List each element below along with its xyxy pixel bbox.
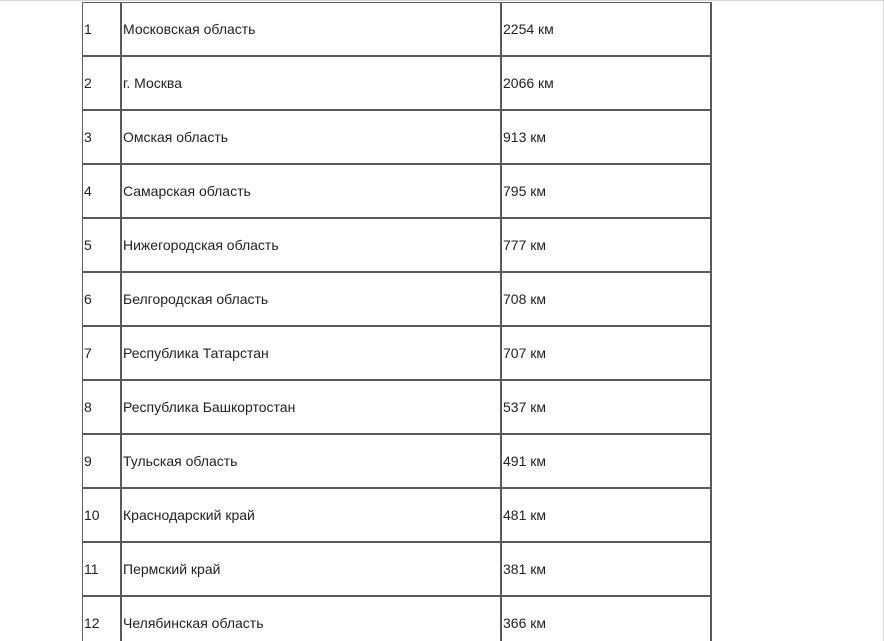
regions-table-body bbox=[83, 3, 712, 641]
length-cell: 2254 км bbox=[502, 3, 712, 57]
region-name-cell: Челябинская область bbox=[122, 597, 502, 641]
region-name-cell: Омская область bbox=[122, 111, 502, 165]
row-number-cell: 4 bbox=[83, 165, 122, 219]
table-row bbox=[83, 381, 712, 435]
table-row bbox=[83, 489, 712, 543]
row-number-cell: 8 bbox=[83, 381, 122, 435]
table-row bbox=[83, 543, 712, 597]
length-cell: 537 км bbox=[502, 381, 712, 435]
row-number-cell: 10 bbox=[83, 489, 122, 543]
table-row bbox=[83, 273, 712, 327]
row-number-cell: 6 bbox=[83, 273, 122, 327]
region-name-cell: Московская область bbox=[122, 3, 502, 57]
table-row bbox=[83, 3, 712, 57]
regions-table bbox=[82, 2, 712, 641]
table-row bbox=[83, 57, 712, 111]
row-number-cell: 9 bbox=[83, 435, 122, 489]
region-name-cell: Пермский край bbox=[122, 543, 502, 597]
region-name-cell: Республика Башкортостан bbox=[122, 381, 502, 435]
region-name-cell: Республика Татарстан bbox=[122, 327, 502, 381]
row-number-cell: 5 bbox=[83, 219, 122, 273]
row-number-cell: 1 bbox=[83, 3, 122, 57]
row-number-cell: 2 bbox=[83, 57, 122, 111]
table-row bbox=[83, 219, 712, 273]
length-cell: 707 км bbox=[502, 327, 712, 381]
length-cell: 708 км bbox=[502, 273, 712, 327]
length-cell: 381 км bbox=[502, 543, 712, 597]
region-name-cell: Нижегородская область bbox=[122, 219, 502, 273]
length-cell: 795 км bbox=[502, 165, 712, 219]
region-name-cell: г. Москва bbox=[122, 57, 502, 111]
table-row bbox=[83, 111, 712, 165]
row-number-cell: 7 bbox=[83, 327, 122, 381]
table-row bbox=[83, 597, 712, 641]
length-cell: 777 км bbox=[502, 219, 712, 273]
length-cell: 481 км bbox=[502, 489, 712, 543]
length-cell: 913 км bbox=[502, 111, 712, 165]
table-row bbox=[83, 165, 712, 219]
row-number-cell: 11 bbox=[83, 543, 122, 597]
region-name-cell: Краснодарский край bbox=[122, 489, 502, 543]
region-name-cell: Тульская область bbox=[122, 435, 502, 489]
table-row bbox=[83, 327, 712, 381]
row-number-cell: 12 bbox=[83, 597, 122, 641]
row-number-cell: 3 bbox=[83, 111, 122, 165]
region-name-cell: Белгородская область bbox=[122, 273, 502, 327]
length-cell: 2066 км bbox=[502, 57, 712, 111]
length-cell: 366 км bbox=[502, 597, 712, 641]
table-row bbox=[83, 435, 712, 489]
region-name-cell: Самарская область bbox=[122, 165, 502, 219]
length-cell: 491 км bbox=[502, 435, 712, 489]
